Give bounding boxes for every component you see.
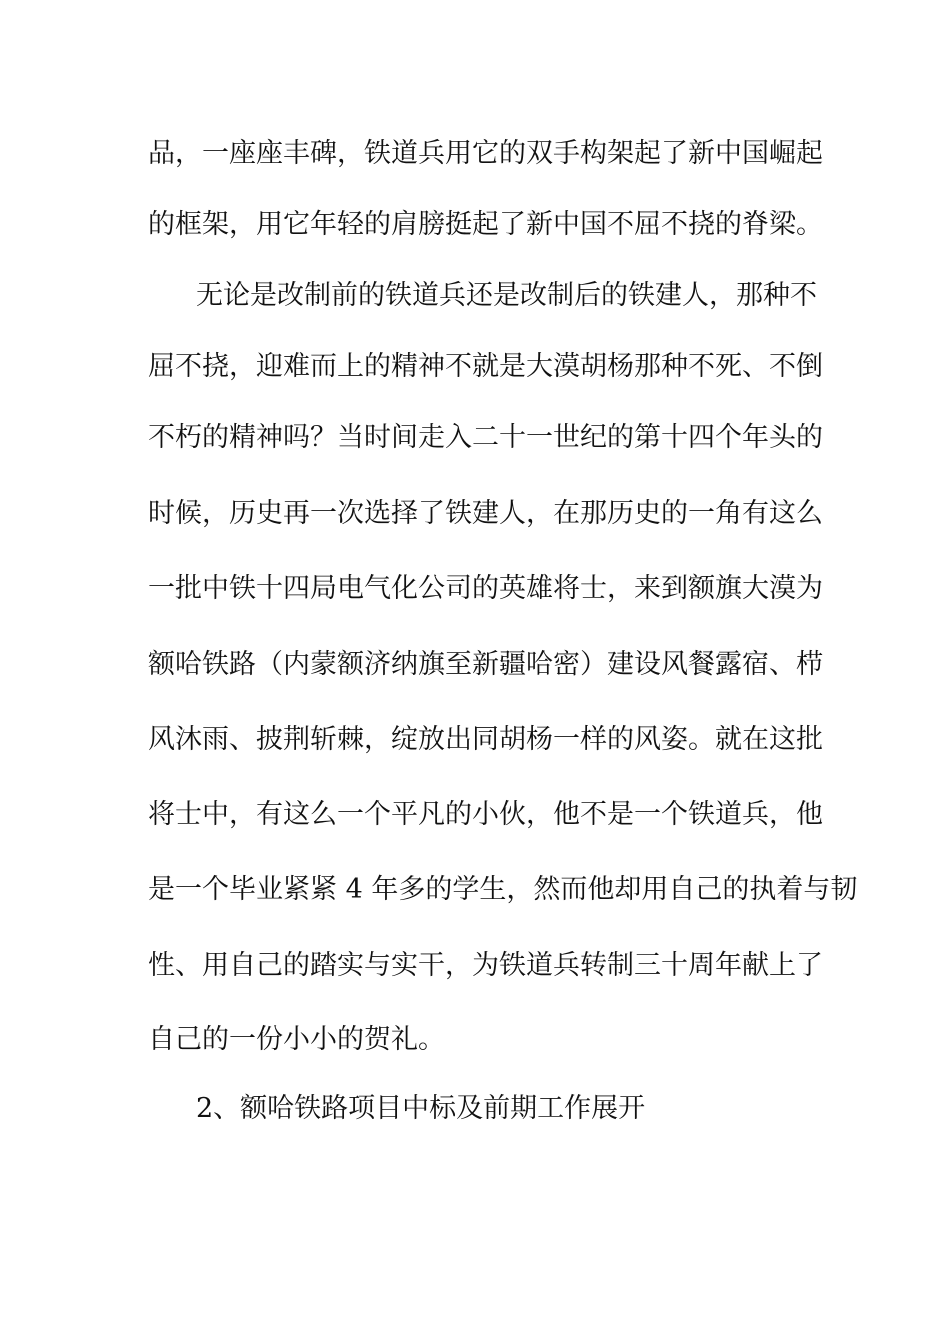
text-line-11: 是一个毕业紧紧 4 年多的学生，然而他却用自己的执着与韧	[148, 874, 858, 905]
text-line-10: 将士中，有这么一个平凡的小伙，他不是一个铁道兵，他	[148, 799, 823, 830]
text-line-5: 不朽的精神吗？当时间走入二十一世纪的第十四个年头的	[148, 422, 823, 453]
text-line-8: 额哈铁路（内蒙额济纳旗至新疆哈密）建设风餐露宿、栉	[148, 649, 823, 680]
text-line-12: 性、用自己的踏实与实干，为铁道兵转制三十周年献上了	[148, 950, 823, 981]
text-line-9: 风沐雨、披荆斩棘，绽放出同胡杨一样的风姿。就在这批	[148, 724, 823, 755]
text-line-2: 的框架，用它年轻的肩膀挺起了新中国不屈不挠的脊梁。	[148, 209, 823, 240]
text-line-13: 自己的一份小小的贺礼。	[148, 1024, 445, 1055]
section-heading: 2、额哈铁路项目中标及前期工作展开	[196, 1093, 646, 1124]
text-line-7: 一批中铁十四局电气化公司的英雄将士，来到额旗大漠为	[148, 573, 823, 604]
text-line-6: 时候，历史再一次选择了铁建人，在那历史的一角有这么	[148, 498, 823, 529]
text-line-4: 屈不挠，迎难而上的精神不就是大漠胡杨那种不死、不倒	[148, 351, 823, 382]
text-line-1: 品，一座座丰碑，铁道兵用它的双手构架起了新中国崛起	[148, 138, 823, 169]
text-line-3: 无论是改制前的铁道兵还是改制后的铁建人，那种不	[196, 280, 817, 311]
